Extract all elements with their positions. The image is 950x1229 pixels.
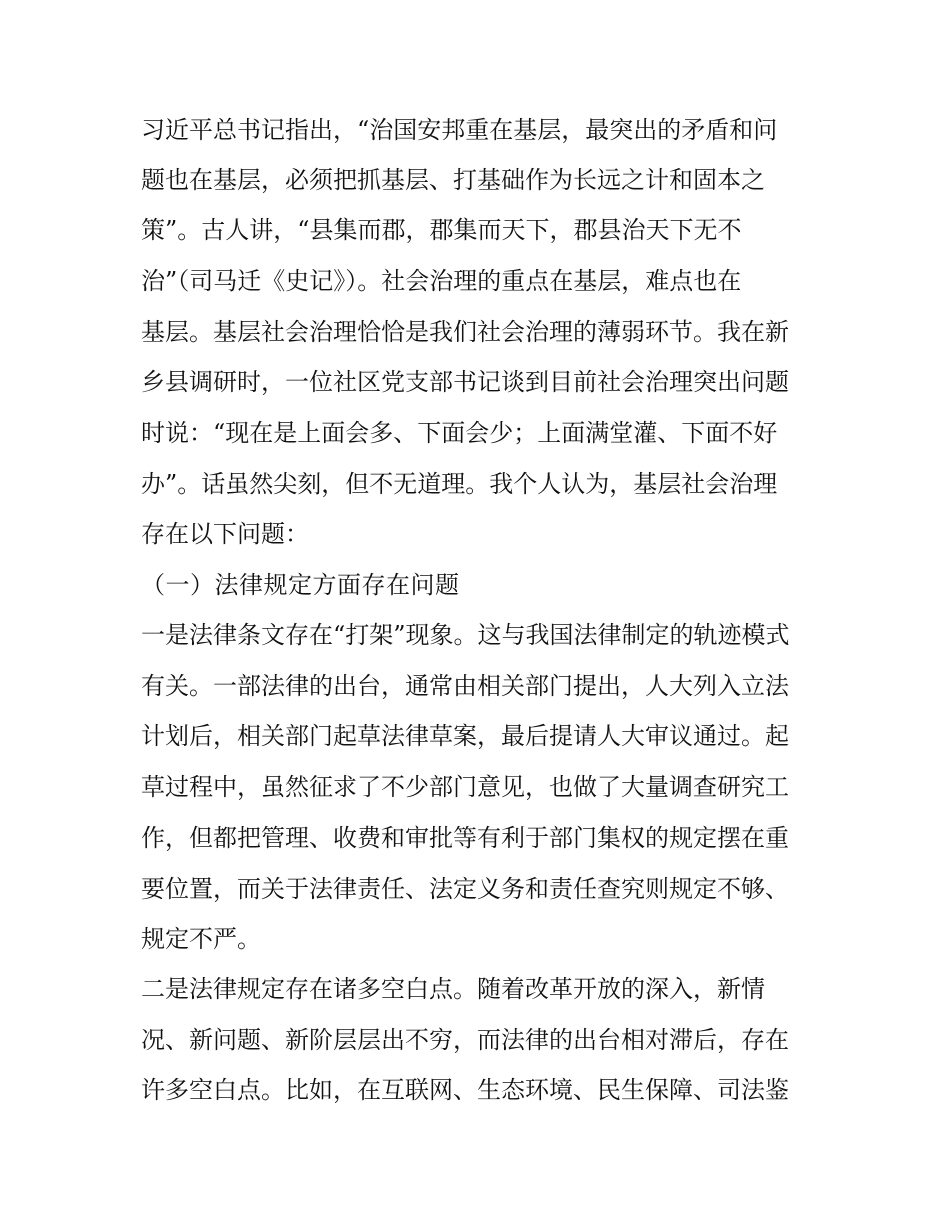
paragraph-line: 有关。一部法律的出台，通常由相关部门提出，人大列入立法 <box>141 672 789 700</box>
paragraph-line: 题也在基层，必须把抓基层、打基础作为长远之计和固本之 <box>141 166 765 194</box>
paragraph-line: 草过程中，虽然征求了不少部门意见，也做了大量调查研究工 <box>141 773 789 801</box>
paragraph-line: 乡县调研时，一位社区党支部书记谈到目前社会治理突出问题 <box>141 368 789 396</box>
paragraph-line: 习近平总书记指出，“治国安邦重在基层，最突出的矛盾和问 <box>141 116 778 144</box>
section-heading: （一）法律规定方面存在问题 <box>141 571 460 599</box>
paragraph-line: 办”。话虽然尖刻，但不无道理。我个人认为，基层社会治理 <box>141 470 778 498</box>
paragraph-line: 治”（司马迁《史记》）。社会治理的重点在基层，难点也在 <box>141 267 742 295</box>
paragraph-line: 存在以下问题： <box>141 520 309 548</box>
paragraph-line: 策”。古人讲，“县集而郡，郡集而天下，郡县治天下无不 <box>141 216 742 244</box>
paragraph-line: 况、新问题、新阶层层出不穷，而法律的出台相对滞后，存在 <box>141 1026 789 1054</box>
paragraph-line: 要位置，而关于法律责任、法定义务和责任查究则规定不够、 <box>141 875 789 903</box>
paragraph-line: 二是法律规定存在诸多空白点。随着改革开放的深入，新情 <box>141 975 765 1003</box>
paragraph-line: 基层。基层社会治理恰恰是我们社会治理的薄弱环节。我在新 <box>141 318 789 346</box>
paragraph-line: 计划后，相关部门起草法律草案，最后提请人大审议通过。起 <box>141 722 789 750</box>
paragraph-line: 作，但都把管理、收费和审批等有利于部门集权的规定摆在重 <box>141 824 789 852</box>
paragraph-line: 时说：“现在是上面会多、下面会少；上面满堂灌、下面不好 <box>141 419 778 447</box>
paragraph-line: 许多空白点。比如，在互联网、生态环境、民生保障、司法鉴 <box>141 1076 789 1104</box>
paragraph-line: 一是法律条文存在“打架”现象。这与我国法律制定的轨迹模式 <box>141 621 790 649</box>
paragraph-line: 规定不严。 <box>141 925 261 953</box>
